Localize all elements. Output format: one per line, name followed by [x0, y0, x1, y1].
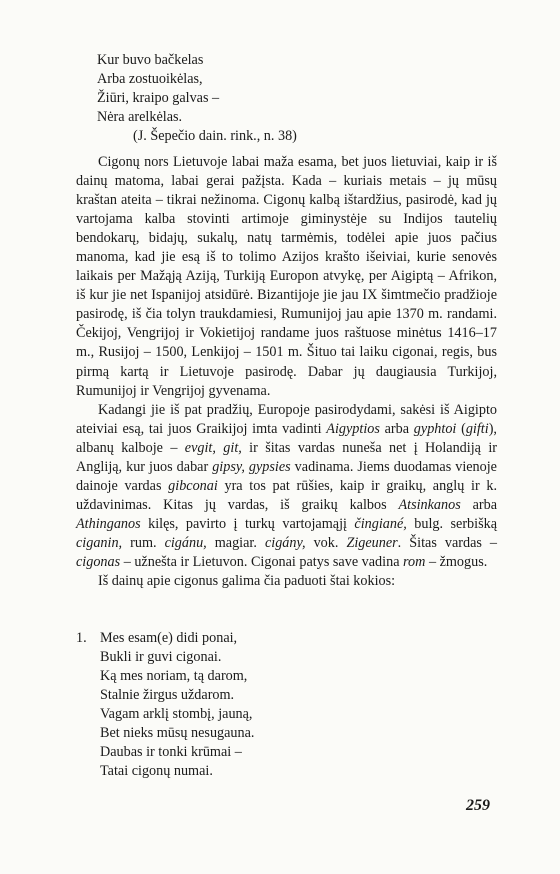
poem-excerpt-top — [97, 51, 297, 146]
poem-line: Kur buvo bačkelas — [97, 52, 204, 68]
verse-line: Bukli ir guvi cigonai. — [100, 649, 222, 665]
paragraph-names: Kadangi jie iš pat pradžių, Europoje pasirodydami, sakėsi iš Aigipto ateiviai esą, tai juos Graikijoj imta vadinti Aigyptios arba gyphtoi (gifti), albanų kalboje – evgit, git, ir šitas vardas nuneša net į Holandiją ir Angliją, kur juos dabar gipsy, gypsies vadinama. Jiems duodamas vienoje dainoje vardas gibconai yra tos pat rūšies, kaip ir graikų, anglų ir k. uždavinimas. Kitas jų vardas, iš graikų kalbos Atsinkanos arba Athinganos kilęs, pavirto į turkų vartojamąjį čingiané, bulg. serbišką ciganin, rum. cigánu, magiar. cigány, vok. Zigeuner. Šitas vardas – cigonas – užnešta ir Lietuvon. Cigonai patys save vadina rom – žmogus. — [76, 401, 498, 570]
song-verse — [100, 629, 254, 781]
poem-line: Arba zostuoikėlas, — [97, 71, 203, 87]
paragraph-origin: Cigonų nors Lietuvoje labai maža esama, bet juos lietuviai, kaip ir iš dainų matoma, labai gerai pažįsta. Kada – kuriais metais – jų mūsų kraštan ateita – tikrai nežinoma. Cigonų kalbą ištardžius, pasirodė, kad jų vartojama kalba stovinti artimoje giminystėje su Indijos tautelių bendokarų, bidajų, sukalų, natų tarmėmis, todėlei apie juos pačius manoma, kad jie esą iš to tolimo Azijos krašto išeiviai, kurie senovės laikais per Mažąją Aziją, Turkiją Europon atvykę, per Aigiptą – Afrikon, iš kur jie net Ispanijoj atsidūrė. Bizantijoje jie jau IX šimtmečio pradžioje pasirodę, iš čia tolyn traukdamiesi, Rumunijoj jau apie 1370 m. randami. Čekijoj, Vengrijoj ir Vokietijoj randame juos raštuose minėtus 1416–17 m., Rusijoj – 1500, Lenkijoj – 1501 m. Šituo tai laiku cigonai, regis, bus pirmą kartą ir Lietuvoje pasirodę. Dabar jų daugiausia Turkijoj, Rumunijoj ir Vengrijoj gyvenama. — [76, 154, 497, 399]
poem-citation: (J. Šepečio dain. rink., n. 38) — [133, 128, 297, 144]
poem-line: Nėra arelkėlas. — [97, 109, 183, 125]
body-text — [76, 153, 497, 591]
verse-line: Daubas ir tonki krūmai – — [100, 744, 242, 760]
song-number: 1. — [76, 630, 87, 646]
page-number: 259 — [466, 797, 490, 814]
verse-line: Stalnie žirgus uždarom. — [100, 687, 235, 703]
verse-line: Vagam arklį stombį, jauną, — [100, 706, 253, 722]
song-intro-line: Iš dainų apie cigonus galima čia paduoti štai kokios: — [98, 573, 396, 590]
verse-line: Ką mes noriam, tą darom, — [100, 668, 248, 684]
verse-line: Bet nieks mūsų nesugauna. — [100, 725, 255, 741]
verse-line: Tatai cigonų numai. — [100, 763, 213, 779]
verse-line: Mes esam(e) didi ponai, — [100, 630, 238, 646]
poem-line: Žiūri, kraipo galvas – — [97, 90, 220, 106]
